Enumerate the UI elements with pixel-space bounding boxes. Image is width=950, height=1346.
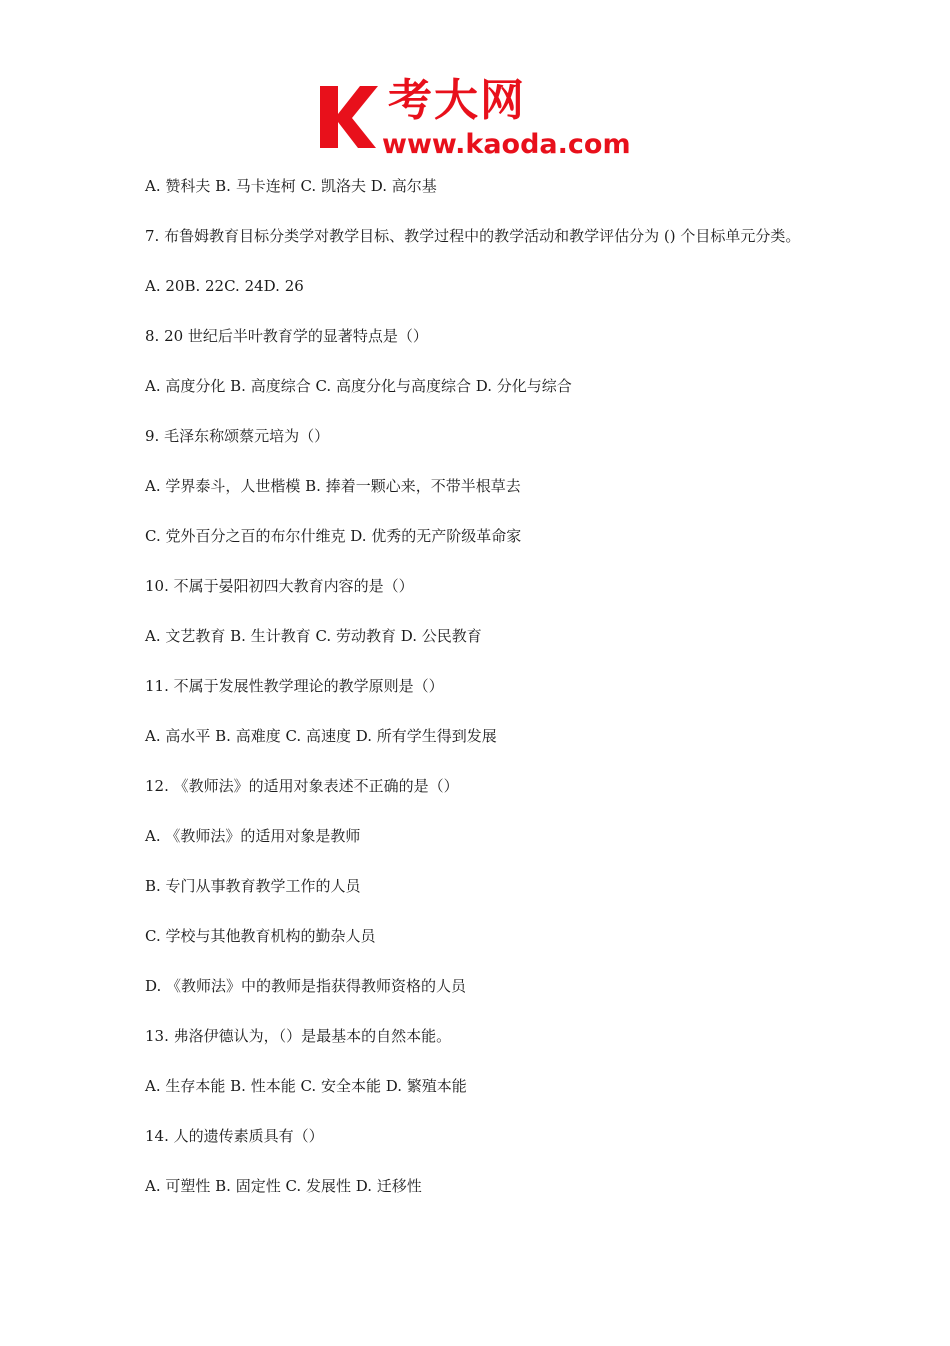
option-line: A. 赞科夫 B. 马卡连柯 C. 凯洛夫 D. 高尔基 [145, 177, 437, 195]
question-line: 12. 《教师法》的适用对象表述不正确的是（） [145, 777, 459, 795]
option-line: A. 20B. 22C. 24D. 26 [145, 277, 304, 295]
question-line: 10. 不属于晏阳初四大教育内容的是（） [145, 577, 414, 595]
question-line: 11. 不属于发展性教学理论的教学原则是（） [145, 677, 444, 695]
kaoda-logo [318, 75, 640, 162]
option-line: A. 可塑性 B. 固定性 C. 发展性 D. 迁移性 [145, 1177, 422, 1195]
option-line: C. 学校与其他教育机构的勤杂人员 [145, 927, 376, 945]
k-logo-icon [318, 84, 380, 150]
question-line: 9. 毛泽东称颂蔡元培为（） [145, 427, 330, 445]
logo-title: 考大网 [388, 75, 526, 126]
logo-url: www.kaoda.com [382, 129, 631, 160]
document-body [145, 174, 815, 1199]
option-line: A. 《教师法》的适用对象是教师 [145, 827, 361, 845]
option-line: A. 高水平 B. 高难度 C. 高速度 D. 所有学生得到发展 [145, 727, 497, 745]
option-line: A. 生存本能 B. 性本能 C. 安全本能 D. 繁殖本能 [145, 1077, 467, 1095]
question-line: 14. 人的遗传素质具有（） [145, 1127, 324, 1145]
option-line: A. 文艺教育 B. 生计教育 C. 劳动教育 D. 公民教育 [145, 627, 482, 645]
option-line: D. 《教师法》中的教师是指获得教师资格的人员 [145, 977, 467, 995]
option-line: A. 学界泰斗，人世楷模 B. 捧着一颗心来，不带半根草去 [145, 477, 521, 495]
option-line: A. 高度分化 B. 高度综合 C. 高度分化与高度综合 D. 分化与综合 [145, 377, 572, 395]
question-line: 7. 布鲁姆教育目标分类学对教学目标、教学过程中的教学活动和教学评估分为 () 个目标单元分类。 [145, 227, 801, 245]
option-line: B. 专门从事教育教学工作的人员 [145, 877, 361, 895]
question-line: 13. 弗洛伊德认为，（）是最基本的自然本能。 [145, 1027, 452, 1045]
option-line: C. 党外百分之百的布尔什维克 D. 优秀的无产阶级革命家 [145, 527, 522, 545]
question-line: 8. 20 世纪后半叶教育学的显著特点是（） [145, 327, 428, 345]
